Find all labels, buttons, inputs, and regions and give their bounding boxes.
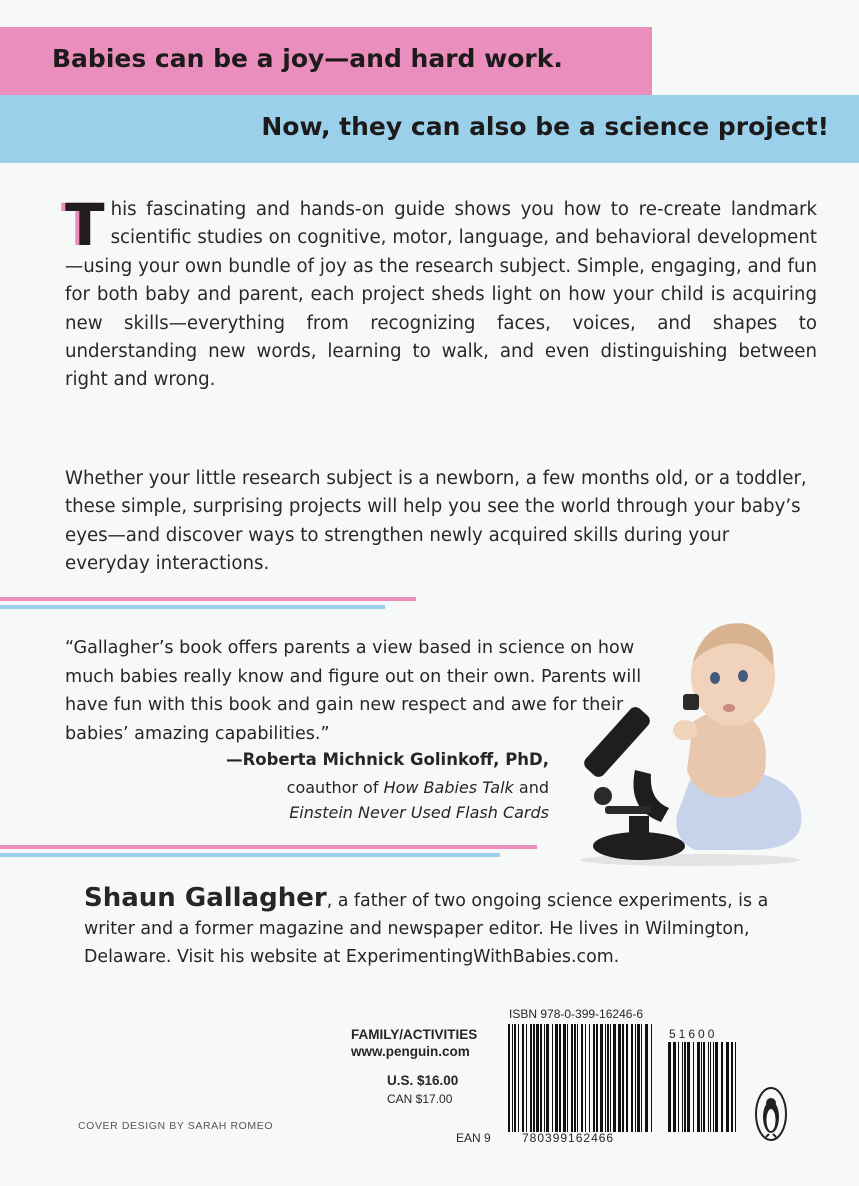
- barcode-bar: [703, 1042, 705, 1132]
- publisher-website: www.penguin.com: [351, 1044, 470, 1059]
- barcode-bar: [697, 1042, 700, 1132]
- divider-blue-bottom: [0, 853, 500, 857]
- barcode-bar: [651, 1024, 652, 1132]
- barcode-bar: [514, 1024, 516, 1132]
- isbn-label: ISBN 978-0-399-16246-6: [509, 1007, 644, 1021]
- barcode-bar: [593, 1024, 595, 1132]
- barcode-bar: [567, 1024, 568, 1132]
- author-bio: [84, 884, 794, 971]
- barcode-bar: [721, 1042, 723, 1132]
- baby-with-microscope-photo: [565, 610, 815, 868]
- barcode-bar: [607, 1024, 609, 1132]
- category-label: FAMILY/ACTIVITIES: [351, 1027, 478, 1042]
- barcode-bar: [540, 1024, 542, 1132]
- barcode-bar: [618, 1024, 621, 1132]
- barcode-bar: [559, 1024, 561, 1132]
- price-us: U.S. $16.00: [387, 1073, 459, 1088]
- barcode-bar: [622, 1024, 624, 1132]
- price-code: 51600: [669, 1027, 718, 1041]
- barcode-bar: [735, 1042, 736, 1132]
- barcode-bar: [571, 1024, 573, 1132]
- author-bio-text: , a father of two ongoing science experiments, is a writer and a former magazine and newspaper editor. He lives in Wilmington, Delaware. Visit his website at ExperimentingWithBabies.com.: [84, 891, 769, 967]
- barcode-bar: [710, 1042, 711, 1132]
- ean-lead-digit: 9: [484, 1131, 491, 1145]
- barcode-bar: [512, 1024, 513, 1132]
- barcode-bar: [645, 1024, 648, 1132]
- endorser-credit-line-1: [287, 778, 549, 797]
- barcode-bar: [574, 1024, 576, 1132]
- credit-prefix: coauthor of: [286, 778, 384, 797]
- barcode-bar: [701, 1042, 702, 1132]
- penguin-logo-icon: [754, 1086, 788, 1142]
- barcode-bar: [544, 1024, 545, 1132]
- barcode-bar: [581, 1024, 583, 1132]
- endorsement-quote: “Gallagher’s book offers parents a view based in science on how much babies really know and figure out on their own. Parents will have fun with this book and gain new respect and awe for their babies’ amazing capabilities.”: [65, 638, 642, 744]
- barcode-bar: [708, 1042, 709, 1132]
- barcode-bar: [533, 1024, 535, 1132]
- barcode-bar: [713, 1042, 714, 1132]
- barcode-bar: [552, 1024, 553, 1132]
- ean-label: [456, 1131, 491, 1145]
- barcode-bar: [715, 1042, 718, 1132]
- barcode-bar: [546, 1024, 549, 1132]
- divider-pink-top: [0, 597, 416, 601]
- barcode-bar: [536, 1024, 539, 1132]
- barcode-bar: [596, 1024, 598, 1132]
- author-name: Shaun Gallagher: [84, 883, 327, 913]
- barcode-bar: [626, 1024, 628, 1132]
- barcode-bar: [589, 1024, 590, 1132]
- main-barcode: [508, 1024, 652, 1132]
- barcode-bar: [684, 1042, 686, 1132]
- barcode-bar: [726, 1042, 729, 1132]
- barcode-bar: [522, 1024, 524, 1132]
- price-barcode: [668, 1042, 736, 1132]
- credit-book-title-1: How Babies Talk: [383, 778, 514, 797]
- barcode-bar: [555, 1024, 558, 1132]
- barcode-bar: [635, 1024, 636, 1132]
- barcode-bar: [613, 1024, 616, 1132]
- description-paragraph-1: [65, 191, 817, 395]
- cover-design-credit: COVER DESIGN BY SARAH ROMEO: [78, 1120, 274, 1132]
- barcode-bar: [563, 1024, 566, 1132]
- barcode-bar: [508, 1024, 510, 1132]
- endorser-name: —Roberta Michnick Golinkoff, PhD,: [226, 750, 549, 769]
- barcode-bar: [693, 1042, 694, 1132]
- price-can: CAN $17.00: [387, 1092, 453, 1106]
- ean-text: EAN: [456, 1131, 481, 1145]
- barcode-bar: [577, 1024, 578, 1132]
- barcode-bar: [518, 1024, 519, 1132]
- credit-book-title-2: Einstein Never Used Flash Cards: [289, 803, 549, 822]
- barcode-bar: [637, 1024, 640, 1132]
- barcode-bar: [585, 1024, 586, 1132]
- barcode-bar: [610, 1024, 611, 1132]
- paragraph-1-text: his fascinating and hands-on guide shows you how to re-create landmark scientific studies on cognitive, motor, language, and behavioral development—using your own bundle of joy as the research subject. Simple, engaging, and fun for both baby and parent, each project sheds light on how your child is acquiring new skills—everything from recognizing faces, voices, and shapes to understanding new words, learning to walk, and even distinguishing between right and wrong.: [65, 199, 817, 391]
- barcode-bar: [678, 1042, 679, 1132]
- credit-suffix: and: [513, 778, 549, 797]
- barcode-bar: [631, 1024, 633, 1132]
- divider-pink-bottom: [0, 845, 537, 849]
- barcode-bar: [668, 1042, 671, 1132]
- barcode-digits: 780399162466: [522, 1131, 615, 1145]
- barcode-bar: [682, 1042, 683, 1132]
- barcode-bar: [687, 1042, 690, 1132]
- tagline-joy: Babies can be a joy—and hard work.: [52, 44, 563, 73]
- drop-cap: T: [65, 191, 105, 259]
- divider-blue-top: [0, 605, 385, 609]
- barcode-bar: [673, 1042, 676, 1132]
- barcode-bar: [530, 1024, 532, 1132]
- barcode-bar: [641, 1024, 642, 1132]
- description-paragraph-2: Whether your little research subject is a newborn, a few months old, or a toddler, these simple, surprising projects will help you see the world through your baby’s eyes—and discover ways to strengthen newly acquired skills during your everyday interactions.: [65, 468, 807, 575]
- barcode-bar: [526, 1024, 527, 1132]
- barcode-bar: [605, 1024, 606, 1132]
- barcode-bar: [600, 1024, 603, 1132]
- barcode-bar: [731, 1042, 733, 1132]
- tagline-science-project: Now, they can also be a science project!: [261, 112, 829, 141]
